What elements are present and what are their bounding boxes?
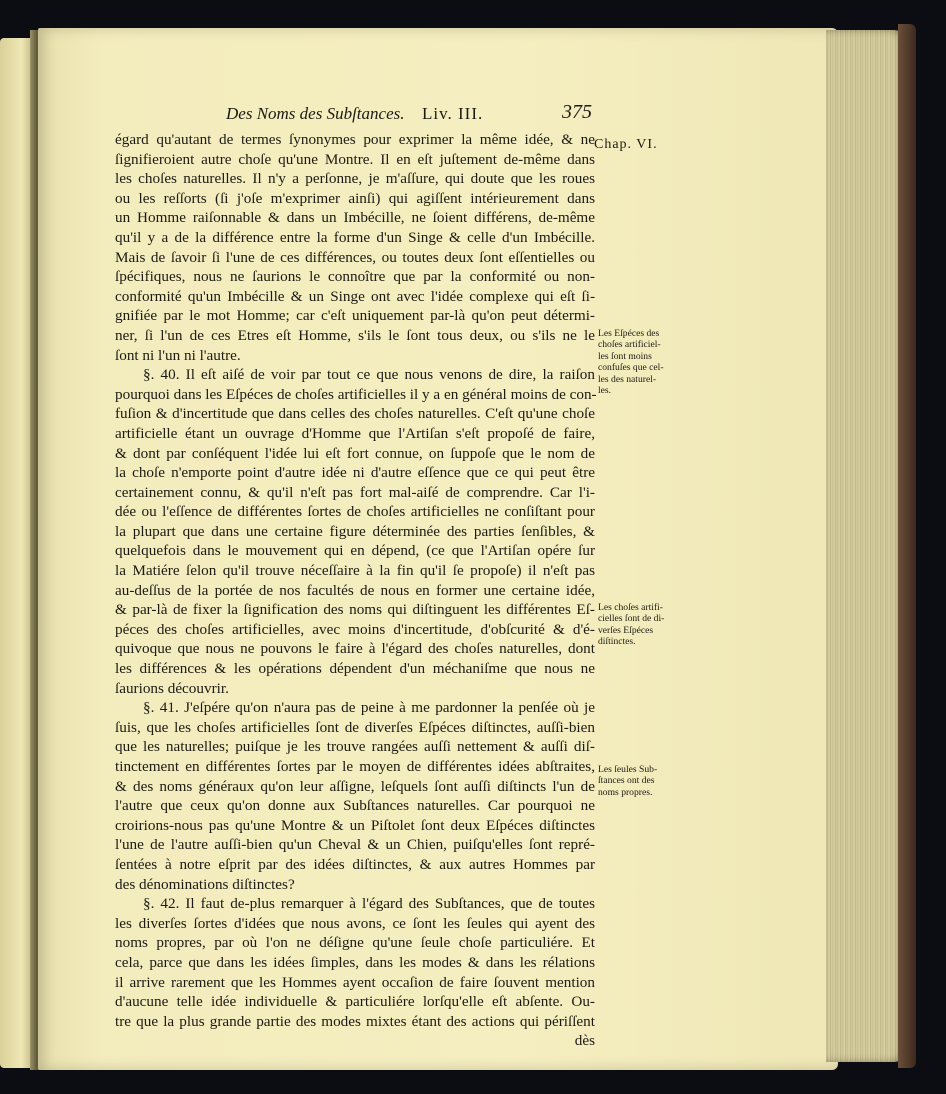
text-line: l'une de l'autre auſſi-bien qu'un Cheval & un Chien, puiſqu'elles ſont repré- <box>115 836 595 854</box>
text-line: fuſion & d'incertitude que dans celles des choſes naturelles. C'eſt qu'une choſe <box>115 405 595 423</box>
text-line: dée ou l'eſſence de différentes ſortes de choſes artificielles ne conſiſtant pour <box>115 503 595 521</box>
catchword: dès <box>574 1032 595 1050</box>
text-line: ſignifieroient autre choſe qu'une Montre. Il en eſt juſtement de-même dans <box>115 150 595 168</box>
text-line: les choſes naturelles. Il n'y a perſonne, je m'aſſure, qui doute que les roues <box>115 170 595 188</box>
paragraph-start-line: §. 40. Il eſt aiſé de voir par tout ce que nous venons de dire, la raiſon <box>143 366 595 384</box>
text-line: cela, parce que dans les idées ſimples, dans les modes & dans les rélations <box>115 953 595 971</box>
text-line: ſentées à notre eſprit par des idées diſtinctes, & aux autres Hommes par <box>115 855 595 873</box>
margin-note <box>598 764 690 798</box>
running-title: Des Noms des Subſtances. <box>226 104 405 123</box>
margin-note-line: les ſont moins <box>598 350 652 362</box>
page-body <box>115 130 595 1051</box>
text-line: noms propres, par où l'on ne déſigne qu'une ſeule choſe particuliére. Et <box>115 934 595 952</box>
text-line: les différences & les opérations dépendent d'un méchaniſme que nous ne <box>115 660 595 678</box>
page-edges <box>826 30 904 1062</box>
text-line: Mais de ſavoir ſi l'une de ces différences, ou toutes deux ſont eſſentielles ou <box>115 248 595 266</box>
margin-note-line: diſtinctes. <box>598 636 636 648</box>
margin-note-line: les des naturel- <box>598 373 657 385</box>
text-line: égard qu'autant de termes ſynonymes pour exprimer la même idée, & ne <box>115 131 595 148</box>
margin-note-line: confuſes que cel- <box>598 362 664 374</box>
book-cover <box>898 24 916 1068</box>
text-line: croirions-nous pas qu'une Montre & un Piſtolet ſont deux Eſpéces diſtinctes <box>115 816 595 834</box>
margin-note-line: Les ſeules Sub- <box>598 764 658 775</box>
text-line: & par-là de fixer la ſignification des noms qui diſtinguent les différentes Eſ- <box>115 601 595 619</box>
text-line: des dénominations diſtinctes? <box>115 875 295 893</box>
margin-note-line: Les choſes artifi- <box>598 602 663 613</box>
margin-note-line: ſtances ont des <box>598 775 655 787</box>
book-number: Liv. III. <box>422 104 484 123</box>
margin-note-line: cielles ſont de di- <box>598 613 665 625</box>
text-line: il arrive rarement que les Hommes ayent occaſion de faire ſouvent mention <box>115 973 595 991</box>
text-line: la choſe n'emporte point d'autre idée ni d'autre eſſence que ce qui peut être <box>115 464 595 482</box>
margin-note <box>598 328 690 396</box>
text-line: & dont par conſéquent l'idée lui eſt fort connue, on ſuppoſe que le nom de <box>115 444 595 462</box>
text-line: l'autre que ceux qu'on donne aux Subſtances naturelles. Car pourquoi ne <box>115 797 595 815</box>
margin-note-line: choſes artificiel- <box>598 339 661 351</box>
text-line: ner, ſi l'un de ces Etres eſt Homme, s'ils le ſont tous deux, ou s'ils ne le <box>115 326 595 344</box>
text-line: artificielle étant un ouvrage d'Homme que l'Artiſan s'eſt propoſé de faire, <box>115 424 595 442</box>
text-line: au-deſſus de la portée de nos facultés de nous en former une certaine idée, <box>115 581 595 599</box>
text-line: & des noms généraux qu'on leur aſſigne, leſquels ſont auſſi diſtincts l'un de <box>115 777 595 795</box>
paragraph-start-line: §. 41. J'eſpére qu'on n'aura pas de peine à me pardonner la penſée où je <box>143 699 595 717</box>
text-line: la plupart que dans une certaine figure déterminée des parties ſenſibles, & <box>115 522 595 540</box>
text-line: les diverſes ſortes d'idées que nous avons, ce ſont les ſeules qui ayent des <box>115 914 595 932</box>
text-line: d'aucune telle idée individuelle & particuliére lorſqu'elle eſt abſente. Ou- <box>115 993 595 1011</box>
margin-note <box>598 602 690 648</box>
margin-note-line: noms propres. <box>598 786 653 798</box>
text-line: ſont ni l'un ni l'autre. <box>115 346 241 364</box>
text-line: tre que la plus grande partie des modes mixtes étant des actions qui périſſent <box>115 1012 595 1030</box>
text-line: la Matiére ſelon qu'il trouve néceſſaire à la fin qu'il ſe propoſe) il n'eſt pas <box>115 562 595 580</box>
page-number: 375 <box>562 101 592 123</box>
paragraph-start-line: §. 42. Il faut de-plus remarquer à l'égard des Subſtances, que de toutes <box>143 895 595 913</box>
margin-note-line: verſes Eſpéces <box>598 624 654 636</box>
text-line: que les naturelles; puiſque je les trouve rangées auſſi nettement & auſſi diſ- <box>115 738 595 756</box>
text-line: ou les reſſorts (ſi j'oſe m'exprimer ainſi) qui agiſſent intérieurement dans <box>115 189 595 207</box>
text-line: gnifiée par le mot Homme; car c'eſt uniquement par-là qu'on peut détermi- <box>115 307 595 325</box>
running-header <box>226 101 606 130</box>
text-line: conformité qu'un Imbécille & un Singe ont avec l'idée complexe qui eſt ſi- <box>115 287 595 305</box>
margin-note-line: les. <box>598 385 612 397</box>
text-line: quelquefois dans le mouvement qui en dépend, (ce que l'Artiſan opére ſur <box>115 542 595 560</box>
text-line: quivoque que nous ne pouvons le faire à l'égard des choſes naturelles, dont <box>115 640 595 658</box>
text-line: pourquoi dans les Eſpéces de choſes artificielles il y a en général moins de con- <box>115 385 597 403</box>
text-line: un Homme raiſonnable & dans un Imbécille, ne ſoient différens, de-même <box>115 209 595 227</box>
text-line: ſuis, que les choſes artificielles ſont de diverſes Eſpéces diſtinctes, auſſi-bien <box>115 718 595 736</box>
text-line: certainement connu, & qu'il n'eſt pas fort mal-aiſé de comprendre. Car l'i- <box>115 483 595 501</box>
margin-note-line: Les Eſpéces des <box>598 328 660 339</box>
text-line: qu'il y a de la différence entre la forme d'un Singe & celle d'un Imbécille. <box>115 228 595 246</box>
text-line: tinctement en différentes ſortes par le moyen de différentes idées abſtraites, <box>115 758 595 775</box>
chapter-marker: Chap. VI. <box>594 137 658 152</box>
text-line: ſaurions découvrir. <box>115 679 229 697</box>
text-line: péces des choſes artificielles, avec moins d'incertitude, d'obſcurité & d'é- <box>115 620 595 638</box>
text-line: ſpécifiques, nous ne ſaurions le connoître que par la conformité ou non- <box>115 268 595 286</box>
